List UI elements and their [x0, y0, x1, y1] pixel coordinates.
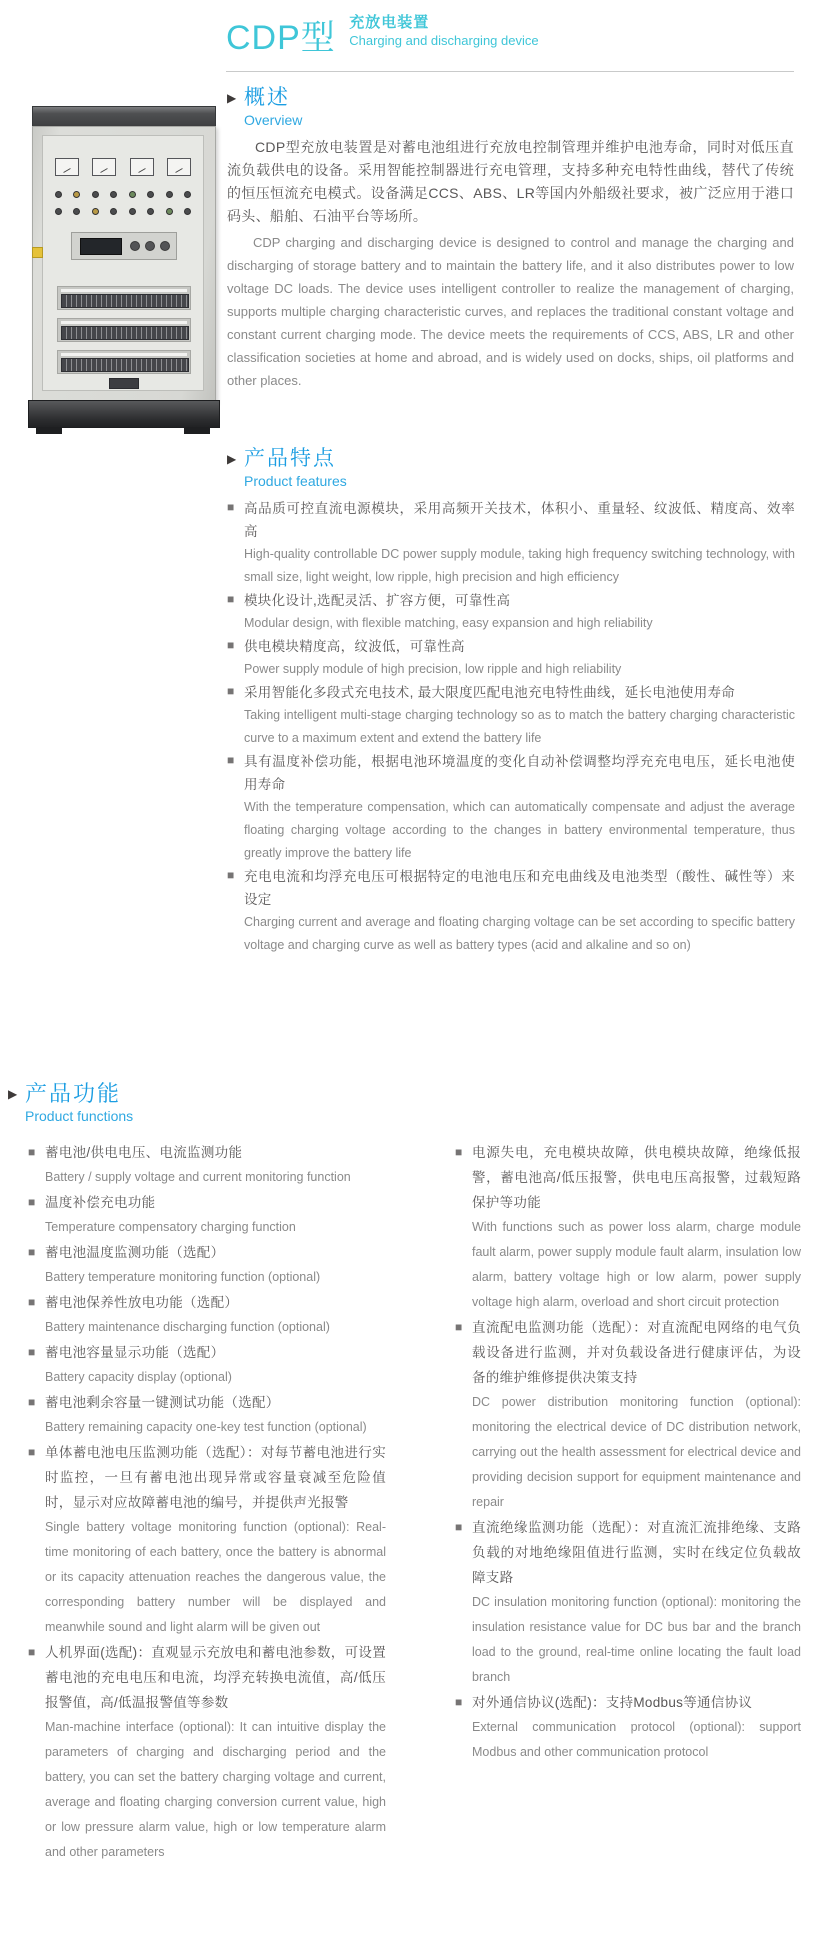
feature-text-en: Power supply module of high precision, low ripple and high reliability — [244, 662, 622, 676]
breaker-strip — [61, 358, 189, 372]
square-bullet-icon: ■ — [455, 1320, 463, 1334]
function-text-cn: 单体蓄电池电压监测功能（选配）：对每节蓄电池进行实时监控，一旦有蓄电池出现异常或容量衰减至危险值时，显示对应故障蓄电池的编号，并提供声光报警 — [45, 1445, 386, 1510]
function-text-en: Man-machine interface (optional): It can intuitive display the parameters of charging and discharging period and the battery, you can set the battery charging voltage and current, average and floating charging conversion current value, high or low pressure alarm value, high or low temperature alarm and other parameters — [45, 1720, 386, 1859]
indicator-light-icon — [92, 191, 99, 198]
triangle-marker-icon: ▶ — [8, 1087, 18, 1101]
control-unit — [71, 232, 177, 260]
indicator-light-icon — [184, 191, 191, 198]
function-item — [28, 1290, 386, 1340]
function-item — [455, 1690, 801, 1765]
section-overview — [227, 86, 794, 392]
indicator-light-icon — [184, 208, 191, 215]
overview-paragraph-cn: CDP型充放电装置是对蓄电池组进行充放电控制管理并维护电池寿命，同时对低压直流负载供电的设备。采用智能控制器进行充电管理，支持多种充电特性曲线，替代了传统的恒压恒流充电模式。设备满足CCS、ABS、LR等国内外船级社要求，被广泛应用于港口码头、船舶、石油平台等场所。 — [227, 139, 794, 224]
button-icon — [130, 241, 140, 251]
section-title-cn: 产品特点 — [244, 447, 336, 470]
analog-meter-icon — [130, 158, 154, 176]
indicator-light-icon — [110, 208, 117, 215]
analog-meter-icon — [55, 158, 79, 176]
function-text-en: DC insulation monitoring function (optional): monitoring the insulation resistance value for DC bus bar and the branch load to the ground, real-time online locating the fault load branch — [472, 1595, 801, 1684]
square-bullet-icon: ■ — [28, 1195, 36, 1209]
section-title-cn: 产品功能 — [25, 1081, 122, 1106]
lcd-display — [80, 238, 122, 255]
breaker-row — [57, 350, 191, 374]
square-bullet-icon: ■ — [455, 1520, 463, 1534]
function-text-cn: 蓄电池保养性放电功能（选配） — [45, 1295, 239, 1310]
section-heading — [227, 86, 794, 128]
function-text-en: Single battery voltage monitoring function (optional): Real-time monitoring of each battery, once the battery is abnormal or its capacity attenuation reaches the dangerous value, the corresponding battery number will be displayed and meanwhile sound and light alarm will be given out — [45, 1520, 386, 1634]
indicator-light-icon — [110, 191, 117, 198]
feature-text-en: Taking intelligent multi-stage charging technology so as to match the battery charging characteristic curve to a maximum extent and extend the battery life — [244, 708, 795, 745]
feature-item — [227, 497, 795, 589]
cabinet-base — [28, 400, 220, 428]
button-icon — [145, 241, 155, 251]
function-text-en: Battery remaining capacity one-key test function (optional) — [45, 1420, 367, 1434]
function-text-cn: 人机界面(选配)：直观显示充放电和蓄电池参数，可设置蓄电池的充电电压和电流，均浮充转换电流值，高/低压报警值，高/低温报警值等参数 — [45, 1645, 386, 1710]
square-bullet-icon: ■ — [28, 1445, 36, 1459]
cabinet-top-vent — [32, 106, 216, 126]
section-title-en: Product features — [244, 473, 347, 489]
function-text-cn: 蓄电池/供电电压、电流监测功能 — [45, 1145, 243, 1160]
product-name-cn: 充放电装置 — [349, 14, 430, 31]
feature-text-cn: 高品质可控直流电源模块，采用高频开关技术，体积小、重量轻、纹波低、精度高、效率高 — [244, 501, 795, 539]
section-product-features — [227, 447, 795, 957]
analog-meter-icon — [92, 158, 116, 176]
product-name-block — [349, 10, 538, 48]
feature-text-en: Modular design, with flexible matching, easy expansion and high reliability — [244, 616, 653, 630]
function-item — [28, 1440, 386, 1640]
feature-item — [227, 681, 795, 750]
function-item — [28, 1140, 386, 1190]
triangle-marker-icon: ▶ — [227, 452, 237, 466]
breaker-row — [57, 318, 191, 342]
indicator-light-icon — [73, 208, 80, 215]
section-product-functions-heading — [8, 1082, 133, 1124]
function-text-en: Battery temperature monitoring function (optional) — [45, 1270, 321, 1284]
indicator-light-icon — [129, 208, 136, 215]
indicator-light-icon — [92, 208, 99, 215]
header-divider — [226, 71, 794, 72]
feature-text-en: Charging current and average and floating charging voltage can be set according to specific battery voltage and charging curve as well as battery types (acid and alkaline and so on) — [244, 915, 795, 952]
feature-item — [227, 635, 795, 681]
feature-text-cn: 供电模块精度高，纹波低，可靠性高 — [244, 639, 465, 654]
function-text-cn: 温度补偿充电功能 — [45, 1195, 156, 1210]
function-item — [455, 1140, 801, 1315]
device-photo — [28, 106, 220, 438]
indicator-light-row — [55, 208, 191, 215]
square-bullet-icon: ■ — [455, 1145, 463, 1159]
square-bullet-icon: ■ — [227, 592, 235, 606]
overview-paragraph-en: CDP charging and discharging device is designed to control and manage the charging and discharging of storage battery and to maintain the battery life, and it also distributes power to low voltage DC loads. The device uses intelligent controller to realize the management of charging, supports multiple charging characteristic curves, and replaces the traditional constant voltage and constant current charging mode. The device meets the requirements of CCS, ABS, LR and other classification societies at home and abroad, and is widely used on docks, ships, oil platforms and other places. — [227, 235, 794, 388]
function-text-cn: 对外通信协议(选配)：支持Modbus等通信协议 — [472, 1695, 753, 1710]
small-module — [109, 378, 139, 389]
indicator-light-icon — [129, 191, 136, 198]
label-strip — [61, 353, 187, 356]
square-bullet-icon: ■ — [227, 638, 235, 652]
feature-item — [227, 865, 795, 957]
square-bullet-icon: ■ — [28, 1245, 36, 1259]
indicator-light-icon — [55, 208, 62, 215]
function-item — [28, 1640, 386, 1865]
feature-text-cn: 采用智能化多段式充电技术, 最大限度匹配电池充电特性曲线，延长电池使用寿命 — [244, 685, 736, 700]
cabinet-front-panel — [42, 135, 204, 391]
control-buttons — [130, 241, 170, 251]
square-bullet-icon: ■ — [28, 1295, 36, 1309]
function-text-en: Temperature compensatory charging function — [45, 1220, 296, 1234]
function-item — [28, 1190, 386, 1240]
product-name-en: Charging and discharging device — [349, 33, 539, 48]
function-text-en: Battery / supply voltage and current monitoring function — [45, 1170, 351, 1184]
function-item — [455, 1315, 801, 1515]
indicator-light-icon — [166, 208, 173, 215]
function-item — [455, 1515, 801, 1690]
cabinet-body — [32, 126, 216, 402]
function-text-cn: 直流绝缘监测功能（选配）：对直流汇流排绝缘、支路负载的对地绝缘阻值进行监测，实时在线定位负载故障支路 — [472, 1520, 801, 1585]
section-title-en: Overview — [244, 112, 303, 128]
indicator-light-icon — [147, 208, 154, 215]
function-item — [28, 1240, 386, 1290]
button-icon — [160, 241, 170, 251]
indicator-light-row — [55, 191, 191, 198]
indicator-light-icon — [147, 191, 154, 198]
square-bullet-icon: ■ — [28, 1395, 36, 1409]
breaker-row — [57, 286, 191, 310]
functions-column-right — [455, 1140, 801, 1765]
section-title-en: Product functions — [25, 1108, 134, 1124]
square-bullet-icon: ■ — [227, 500, 235, 514]
analog-meter-icon — [167, 158, 191, 176]
feature-text-cn: 具有温度补偿功能，根据电池环境温度的变化自动补偿调整均浮充充电电压，延长电池使用寿命 — [244, 754, 795, 792]
function-text-cn: 蓄电池剩余容量一键测试功能（选配） — [45, 1395, 280, 1410]
feature-text-cn: 充电电流和均浮充电压可根据特定的电池电压和充电曲线及电池类型（酸性、碱性等）来设定 — [244, 869, 795, 907]
function-text-cn: 电源失电，充电模块故障，供电模块故障，绝缘低报警，蓄电池高/低压报警，供电电压高报警，过载短路保护等功能 — [472, 1145, 801, 1210]
function-text-en: With functions such as power loss alarm, charge module fault alarm, power supply module fault alarm, insulation low alarm, battery voltage high or low alarm, power supply voltage high alarm, overload and short circuit protection — [472, 1220, 801, 1309]
section-heading — [227, 447, 795, 489]
function-item — [28, 1340, 386, 1390]
indicator-light-icon — [73, 191, 80, 198]
indicator-light-icon — [55, 191, 62, 198]
breaker-strip — [61, 294, 189, 308]
square-bullet-icon: ■ — [227, 753, 235, 767]
square-bullet-icon: ■ — [455, 1695, 463, 1709]
product-model: CDP型 — [226, 19, 336, 57]
feature-item — [227, 750, 795, 865]
feature-text-cn: 模块化设计,选配灵活、扩容方便，可靠性高 — [244, 593, 511, 608]
triangle-marker-icon: ▶ — [227, 91, 237, 105]
feature-text-en: With the temperature compensation, which can automatically compensate and adjust the average floating charging voltage according to the changes in battery environmental temperature, thus greatly improve the battery life — [244, 800, 795, 860]
feature-list — [227, 497, 795, 957]
square-bullet-icon: ■ — [227, 868, 235, 882]
function-text-cn: 直流配电监测功能（选配）：对直流配电网络的电气负载设备进行监测，并对负载设备进行健康评估，为设备的维护维修提供决策支持 — [472, 1320, 801, 1385]
meter-row — [55, 158, 191, 176]
warning-label-icon — [32, 247, 43, 258]
feature-text-en: High-quality controllable DC power supply module, taking high frequency switching technology, with small size, light weight, low ripple, high precision and high efficiency — [244, 547, 795, 584]
square-bullet-icon: ■ — [28, 1345, 36, 1359]
function-text-en: Battery maintenance discharging function (optional) — [45, 1320, 330, 1334]
feature-item — [227, 589, 795, 635]
function-text-en: DC power distribution monitoring function (optional): monitoring the electrical device of DC distribution network, carrying out the health assessment for electrical device and providing decision support for equipment maintenance and repair — [472, 1395, 801, 1509]
label-strip — [61, 321, 187, 324]
label-strip — [61, 289, 187, 292]
function-text-cn: 蓄电池容量显示功能（选配） — [45, 1345, 225, 1360]
section-title-cn: 概述 — [244, 86, 290, 109]
page-title — [226, 10, 539, 59]
square-bullet-icon: ■ — [28, 1145, 36, 1159]
square-bullet-icon: ■ — [227, 684, 235, 698]
functions-column-left — [28, 1140, 386, 1865]
function-text-cn: 蓄电池温度监测功能（选配） — [45, 1245, 225, 1260]
function-text-en: Battery capacity display (optional) — [45, 1370, 232, 1384]
function-text-en: External communication protocol (optional): support Modbus and other communication protocol — [472, 1720, 801, 1759]
function-item — [28, 1390, 386, 1440]
breaker-strip — [61, 326, 189, 340]
square-bullet-icon: ■ — [28, 1645, 36, 1659]
indicator-light-icon — [166, 191, 173, 198]
